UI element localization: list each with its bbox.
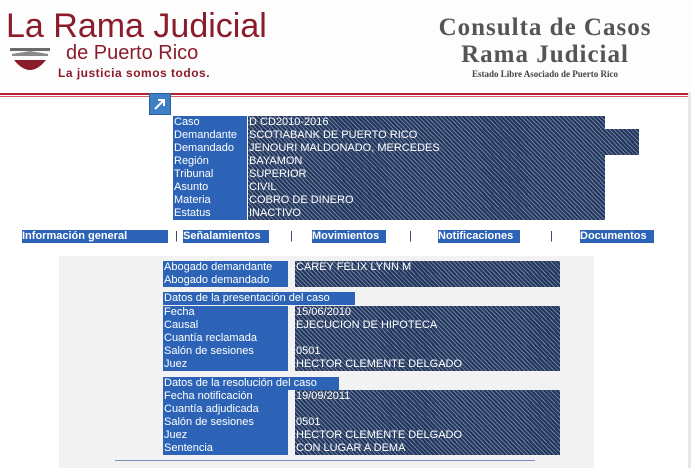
juez-label: Juez: [163, 358, 288, 371]
demandado-value: JENOURI MALDONADO, MERCEDES: [248, 142, 639, 155]
fecha-notificacion-label: Fecha notificación: [163, 390, 288, 403]
sentencia-value: CON LUGAR A DEMA: [295, 442, 560, 455]
causal-label: Causal: [163, 319, 288, 332]
logo-subtitle: de Puerto Rico: [66, 42, 199, 64]
tab-senalamientos[interactable]: Señalamientos: [183, 230, 269, 243]
abogado-demandado-value: [295, 274, 560, 287]
materia-label: Materia: [173, 194, 247, 207]
tab-separator: |: [175, 230, 178, 242]
scales-of-justice-icon: [8, 46, 52, 78]
tab-separator: |: [550, 230, 553, 242]
tab-movimientos[interactable]: Movimientos: [312, 230, 386, 243]
tab-separator: |: [290, 230, 293, 242]
demandante-label: Demandante: [173, 129, 247, 142]
fecha-value: 15/06/2010: [295, 306, 560, 319]
juez-label: Juez: [163, 429, 288, 442]
tab-informacion-general[interactable]: Información general: [22, 230, 168, 243]
panel-divider: [115, 460, 535, 461]
cuantia-reclamada-label: Cuantía reclamada: [163, 332, 288, 345]
abogado-demandante-value: CAREY FELIX LYNN M: [295, 261, 560, 274]
site-header: [0, 0, 691, 92]
materia-value: COBRO DE DINERO: [248, 194, 605, 207]
page-subtitle-small: Estado Libre Asociado de Puerto Rico: [471, 69, 619, 79]
juez-value: HECTOR CLEMENTE DELGADO: [295, 429, 560, 442]
tab-notificaciones[interactable]: Notificaciones: [438, 230, 520, 243]
sentencia-label: Sentencia: [163, 442, 288, 455]
asunto-label: Asunto: [173, 181, 247, 194]
demandado-label: Demandado: [173, 142, 247, 155]
salon-sesiones-label: Salón de sesiones: [163, 416, 288, 429]
estatus-label: Estatus: [173, 207, 247, 220]
cuantia-adjudicada-value: [295, 403, 560, 416]
demandante-value: SCOTIABANK DE PUERTO RICO: [248, 129, 639, 142]
caso-value: D CD2010-2016: [248, 116, 605, 129]
salon-sesiones-value: 0501: [295, 345, 560, 358]
tab-separator: |: [409, 230, 412, 242]
asunto-value: CIVIL: [248, 181, 605, 194]
salon-sesiones-value: 0501: [295, 416, 560, 429]
logo-tagline: La justicia somos todos.: [58, 66, 211, 80]
page-title: Consulta de Casos: [438, 14, 652, 41]
tribunal-value: SUPERIOR: [248, 168, 605, 181]
salon-sesiones-label: Salón de sesiones: [163, 345, 288, 358]
estatus-value: INACTIVO: [248, 207, 605, 220]
logo-title: La Rama Judicial: [6, 7, 267, 45]
abogado-demandado-label: Abogado demandado: [163, 274, 288, 287]
caso-label: Caso: [173, 116, 247, 129]
header-divider: [0, 93, 691, 95]
region-label: Región: [173, 155, 247, 168]
header-divider-thin: [0, 96, 691, 97]
causal-value: EJECUCION DE HIPOTECA: [295, 319, 560, 332]
abogado-demandante-label: Abogado demandante: [163, 261, 288, 274]
tribunal-label: Tribunal: [173, 168, 247, 181]
region-value: BAYAMON: [248, 155, 605, 168]
resolucion-heading: Datos de la resolución del caso: [163, 377, 339, 390]
presentacion-heading: Datos de la presentación del caso: [163, 292, 355, 305]
cuantia-adjudicada-label: Cuantía adjudicada: [163, 403, 288, 416]
page-title-block: [420, 14, 670, 80]
juez-value: HECTOR CLEMENTE DELGADO: [295, 358, 560, 371]
expand-icon[interactable]: [149, 93, 171, 115]
fecha-notificacion-value: 19/09/2011: [295, 390, 560, 403]
fecha-label: Fecha: [163, 306, 288, 319]
cuantia-reclamada-value: [295, 332, 560, 345]
tab-documentos[interactable]: Documentos: [580, 230, 654, 243]
page-subtitle: Rama Judicial: [461, 41, 629, 68]
